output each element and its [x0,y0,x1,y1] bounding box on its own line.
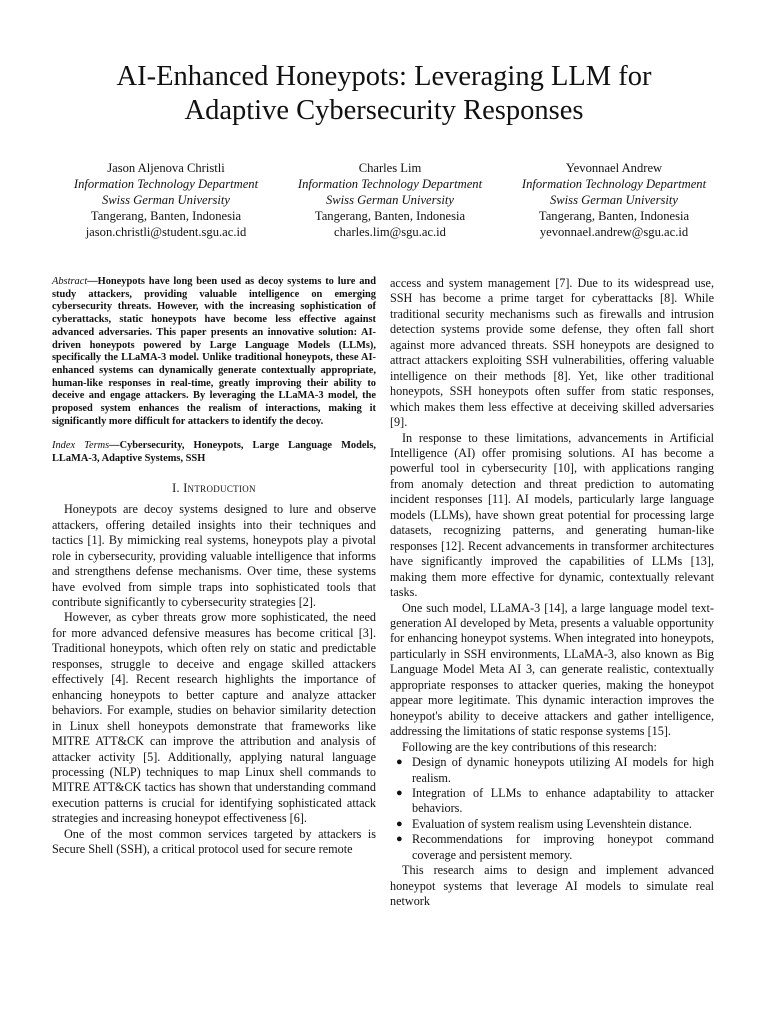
author-1 [54,160,278,240]
author-department: Information Technology Department [73,177,259,191]
author-email: charles.lim@sgu.ac.id [334,225,446,239]
author-3 [502,160,726,240]
list-item [396,785,714,817]
title-line-2: Adaptive Cybersecurity Responses [184,95,584,126]
bullet-icon: ● [396,756,403,769]
paragraph: This research aims to design and implement advanced honeypot systems that leverage AI models to simulate real network [390,863,714,909]
list-item-text: Evaluation of system realism using Levenshtein distance. [412,816,692,831]
title-line-1: AI-Enhanced Honeypots: Leveraging LLM for [116,61,652,92]
author-department: Information Technology Department [521,177,707,191]
list-item-text: Design of dynamic honeypots utilizing AI models for high realism. [412,755,714,785]
paragraph: However, as cyber threats grow more sophisticated, the need for more advanced defensive measures has become critical [3]. Traditional honeypots, which often rely on static and predictable responses, struggle to deceive and engage skilled attackers effectively [4]. Recent research highlights the importance of enhancing honeypots to better capture and analyze attacker behaviors. For example, studies on behavior similarity detection in Linux shell honeypots demonstrate that frameworks like MITRE ATT&CK can improve the attribution and analysis of attacker activity [5]. Additionally, applying natural language processing (NLP) techniques to map Linux shell commands to MITRE ATT&CK tactics has shown that understanding command execution patterns is crucial for identifying sophisticated attack strategies and increasing honeypot effectiveness [6]. [52,610,376,826]
list-item-text: Recommendations for improving honeypot command coverage and persistent memory. [412,832,714,862]
author-name: Jason Aljenova Christli [107,161,225,175]
author-department: Information Technology Department [297,177,483,191]
paragraph: access and system management [7]. Due to its widespread use, SSH has become a prime target for cyberattacks [8]. While traditional security mechanisms such as firewalls and intrusion detection systems provide some defense, they often fall short against more advanced threats. SSH honeypots are designed to attract attackers exploiting SSH vulnerabilities, offering valuable intelligence on their methods [8]. Yet, like other traditional honeypots, SSH honeypots often suffer from static responses, which makes them less effective at deceiving skilled adversaries [9]. [390,276,714,430]
right-column [390,276,714,910]
paragraph: One such model, LLaMA-3 [14], a large language model text-generation AI developed by Meta, presents a valuable opportunity for enhancing honeypot systems. When integrated into honeypots, particularly in SSH environments, LLaMA-3, also known as Big Language Model Meta AI 3, can generate realistic, contextually appropriate responses to attacker queries, making the honeypot appear more legitimate. This dynamic interaction improves the honeypot's ability to deceive attackers and gather intelligence, addressing the limitations of static response systems [15]. [390,600,714,739]
paragraph: Honeypots are decoy systems designed to lure and observe attackers, offering detailed insights into their techniques and tactics [1]. By mimicking real systems, honeypots play a pivotal role in cybersecurity, providing valuable intelligence that informs and strengthens defense mechanisms. Over time, these systems have evolved from simple traps into sophisticated tools that contribute significantly to cybersecurity strategies [2]. [52,502,376,610]
list-item-text: Integration of LLMs to enhance adaptability to attacker behaviors. [412,785,714,816]
index-terms-label: Index Terms [52,440,110,452]
bullet-icon: ● [396,833,403,846]
author-2 [278,160,502,240]
author-name: Yevonnael Andrew [565,161,663,175]
author-location: Tangerang, Banten, Indonesia [538,209,690,223]
paragraph: Following are the key contributions of this research: [402,739,657,754]
index-terms-text: —Cybersecurity, Honeypots, Large Language Models, LLaMA-3, Adaptive Systems, SSH [52,440,377,465]
abstract-label: Abstract [52,276,88,287]
author-email: jason.christli@student.sgu.ac.id [85,225,247,239]
paragraph: One of the most common services targeted by attackers is Secure Shell (SSH), a critical protocol used for secure remote [52,826,376,857]
bullet-icon: ● [396,786,403,799]
author-block [54,160,726,240]
author-university: Swiss German University [101,193,231,207]
list-item [396,816,714,832]
author-location: Tangerang, Banten, Indonesia [314,209,466,223]
bullet-icon: ● [396,817,403,830]
list-item [396,755,714,786]
index-terms [52,440,376,465]
author-location: Tangerang, Banten, Indonesia [90,209,242,223]
author-name: Charles Lim [358,161,422,175]
left-column [52,276,376,858]
abstract-text: —Honeypots have long been used as decoy systems to lure and study attackers, providing valuable intelligence on emerging cybersecurity threats. However, with the increasing sophistication of cyberattacks, static honeypots have become less effective against advanced adversaries. This paper presents an innovative solution: AI-driven honeypots powered by Large Language Models (LLMs), specifically the LLaMA-3 model. Unlike traditional honeypots, these AI-enhanced systems can dynamically generate contextually appropriate, human-like responses in real-time, greatly improving their ability to deceive and engage attackers. By leveraging the LLaMA-3 model, the proposed system enhances the realism of interactions, making it significantly more difficult for attackers to identify the decoy. [52,276,376,427]
section-heading-introduction: I. Introduction [172,480,256,495]
author-university: Swiss German University [325,193,455,207]
list-item [396,832,714,863]
author-university: Swiss German University [549,193,679,207]
paragraph: In response to these limitations, advancements in Artificial Intelligence (AI) offer promising solutions. AI has become a powerful tool in cybersecurity [10], with applications ranging from anomaly detection and threat prediction to automating incident responses [11]. AI models, particularly large language models (LLMs), have shown great potential for processing large datasets, recognizing patterns, and generating human-like responses [12]. Recent advancements in transformer architectures have significantly improved the capabilities of LLMs [13], making them more effective for dynamic, contextually relevant tasks. [390,430,714,600]
abstract [52,276,376,428]
paper-title [40,60,728,128]
author-email: yevonnael.andrew@sgu.ac.id [539,225,689,239]
contributions-list [390,755,714,863]
